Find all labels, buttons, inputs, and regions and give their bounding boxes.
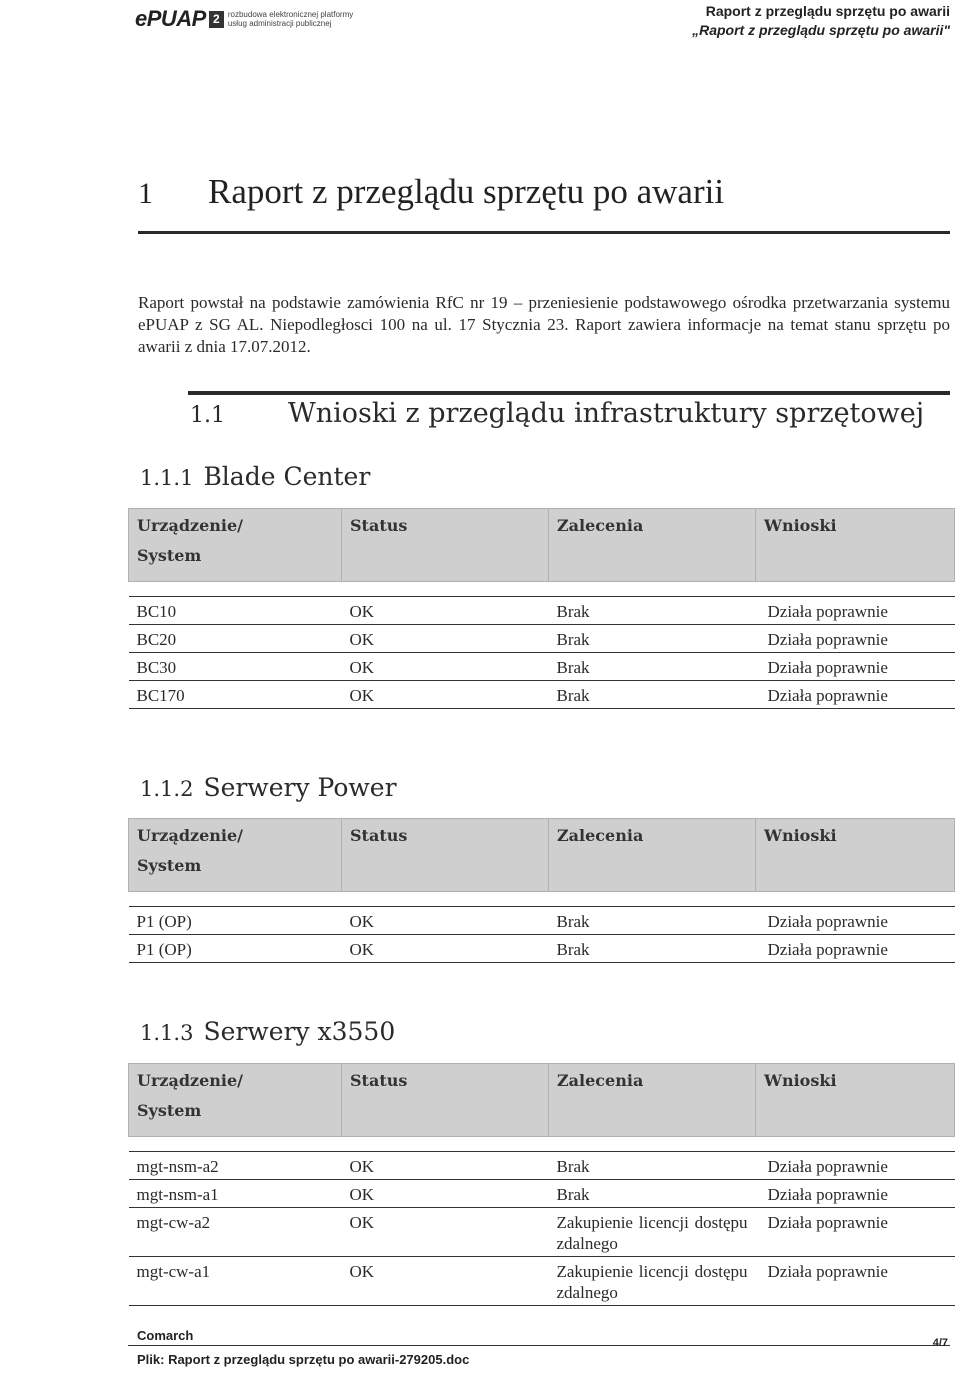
col-status-header: Status bbox=[342, 1064, 549, 1137]
col-recommendation-header: Zalecenia bbox=[549, 819, 756, 892]
table-spacer bbox=[129, 1137, 955, 1152]
table-header-row bbox=[129, 1064, 955, 1137]
section-1-heading bbox=[138, 172, 724, 212]
intro-paragraph: Raport powstał na podstawie zamówienia RfC nr 19 – przeniesienie podstawowego ośrodka przetwarzania systemu ePUAP z SG AL. Niepodległosci 100 na ul. 17 Stycznia 23. Raport zawiera informacje na temat stanu sprzętu po awarii z dnia 17.07.2012. bbox=[138, 293, 950, 356]
subsection-title: Serwery Power bbox=[203, 773, 397, 802]
heading-rule bbox=[138, 231, 950, 234]
epuap-logo bbox=[135, 2, 353, 36]
col-conclusion-header: Wnioski bbox=[756, 1064, 955, 1137]
logo-number: 2 bbox=[209, 11, 224, 28]
section-1-1-number: 1.1 bbox=[190, 403, 225, 428]
x3550-servers-heading bbox=[140, 1017, 395, 1046]
running-header bbox=[692, 2, 950, 40]
logo-tagline-line1: rozbudowa elektronicznej platformy bbox=[227, 10, 354, 19]
footer-company: Comarch bbox=[137, 1328, 194, 1343]
table-spacer bbox=[129, 892, 955, 907]
col-status-header: Status bbox=[342, 819, 549, 892]
table-spacer bbox=[129, 582, 955, 597]
col-status-header: Status bbox=[342, 509, 549, 582]
logo-tagline-line2: usług administracji publicznej bbox=[227, 19, 332, 28]
col-device-header: Urządzenie/ System bbox=[129, 1064, 342, 1137]
subsection-number: 1.1.2 bbox=[140, 777, 194, 801]
footer-filename: Plik: Raport z przeglądu sprzętu po awarii-279205.doc bbox=[137, 1352, 470, 1367]
subsection-title: Serwery x3550 bbox=[203, 1017, 396, 1046]
subheading-rule bbox=[188, 391, 950, 395]
logo-text: ePUAP bbox=[135, 6, 206, 31]
table-row: mgt-cw-a2 OK Zakupienie licencji dostępu zdalnego Działa poprawnie bbox=[129, 1208, 955, 1257]
table-row: BC10 OK Brak Działa poprawnie bbox=[129, 597, 955, 625]
table-row: mgt-nsm-a2 OK Brak Działa poprawnie bbox=[129, 1152, 955, 1180]
subsection-number: 1.1.1 bbox=[140, 466, 194, 490]
section-1-number: 1 bbox=[138, 177, 153, 210]
table-row: mgt-cw-a1 OK Zakupienie licencji dostępu zdalnego Działa poprawnie bbox=[129, 1257, 955, 1306]
header-title: Raport z przeglądu sprzętu po awarii bbox=[705, 3, 950, 19]
col-device-header: Urządzenie/ System bbox=[129, 509, 342, 582]
footer-rule bbox=[128, 1345, 950, 1346]
x3550-servers-table bbox=[128, 1063, 955, 1306]
table-row: BC170 OK Brak Działa poprawnie bbox=[129, 681, 955, 709]
table-row: P1 (OP) OK Brak Działa poprawnie bbox=[129, 907, 955, 935]
header-subtitle: „Raport z przeglądu sprzętu po awarii" bbox=[692, 22, 950, 38]
table-row: BC20 OK Brak Działa poprawnie bbox=[129, 625, 955, 653]
table-header-row bbox=[129, 509, 955, 582]
col-recommendation-header: Zalecenia bbox=[549, 1064, 756, 1137]
logo-tagline bbox=[228, 10, 353, 28]
subsection-number: 1.1.3 bbox=[140, 1021, 194, 1045]
table-row: BC30 OK Brak Działa poprawnie bbox=[129, 653, 955, 681]
page-number: 4/7 bbox=[932, 1337, 948, 1349]
col-conclusion-header: Wnioski bbox=[756, 509, 955, 582]
section-1-1-heading bbox=[190, 398, 924, 429]
power-servers-table bbox=[128, 818, 955, 963]
table-row: mgt-nsm-a1 OK Brak Działa poprawnie bbox=[129, 1180, 955, 1208]
blade-center-heading bbox=[140, 462, 370, 491]
col-device-header: Urządzenie/ System bbox=[129, 819, 342, 892]
col-conclusion-header: Wnioski bbox=[756, 819, 955, 892]
blade-center-table bbox=[128, 508, 955, 709]
col-recommendation-header: Zalecenia bbox=[549, 509, 756, 582]
power-servers-heading bbox=[140, 773, 397, 802]
subsection-title: Blade Center bbox=[203, 462, 371, 491]
table-header-row bbox=[129, 819, 955, 892]
table-row: P1 (OP) OK Brak Działa poprawnie bbox=[129, 935, 955, 963]
section-1-1-title: Wnioski z przeglądu infrastruktury sprzętowej bbox=[288, 398, 925, 429]
section-1-title: Raport z przeglądu sprzętu po awarii bbox=[208, 172, 725, 211]
